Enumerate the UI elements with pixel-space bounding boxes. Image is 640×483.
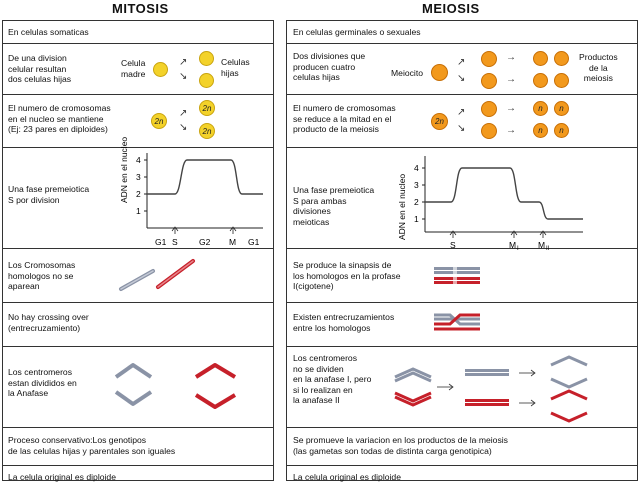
products-label: Productos de la meiosis [579, 52, 618, 84]
intermediate-cell [481, 101, 497, 117]
arrow-up-icon: ↗ [179, 57, 188, 68]
mitosis-panel [2, 20, 274, 481]
meiosis-chromosome-number-text: El numero de cromosomas se reduce a la mitad en el producto de la meiosis [293, 103, 396, 135]
ytick: 3 [136, 172, 141, 182]
arrow-up-icon: ↗ [179, 108, 188, 119]
separated-chromatids [111, 347, 271, 427]
xtick: M [509, 240, 517, 250]
ytick: 2 [136, 189, 141, 199]
mitosis-row-centromeres [3, 347, 273, 428]
mitosis-row-dna-graph [3, 136, 273, 249]
mitosis-chromosome-number-text: El numero de cromosomas en el nucleo se mantiene (Ej: 23 pares en diploides) [8, 103, 111, 135]
mitosis-centromeres-text: Los centromeros estan divididos en la Anafase [8, 367, 77, 399]
xtick: M [538, 240, 546, 250]
mitosis-dna-graph [115, 136, 265, 248]
mitosis-pairing-text: Los Cromosomas homologos no se aparean [8, 260, 76, 292]
arrow-down-icon: ↘ [179, 71, 188, 82]
meiosis-panel [286, 20, 638, 481]
meiosis-diploid-text: La celula original es diploide [293, 472, 401, 482]
meiosis-row-cell-type [287, 21, 637, 44]
intermediate-cell [481, 73, 497, 89]
arrow-right-icon: → [506, 74, 516, 85]
daughter-cell [199, 73, 214, 88]
meiosis-row-centromeres [287, 347, 637, 428]
mitosis-dna-text: Una fase premeiotica S por division [8, 184, 90, 205]
meiosis-dna-text: Una fase premeiotica S para ambas divisiones meioticas [293, 185, 375, 227]
product-cell-n: n [554, 101, 569, 116]
xtick: G1 [155, 237, 167, 247]
arrow-up-icon: ↗ [457, 107, 466, 118]
mitosis-row-pairing [3, 249, 273, 303]
arrow-down-icon: ↘ [457, 123, 466, 134]
arrow-up-icon: ↗ [457, 57, 466, 68]
dna-curve [147, 160, 263, 194]
arrow-down-icon: ↘ [179, 122, 188, 133]
daughter-cell-2n: 2n [199, 100, 215, 116]
product-cell-n: n [554, 123, 569, 138]
xtick-sub: II [546, 246, 550, 252]
meiosis-title: MEIOSIS [422, 1, 480, 16]
meiosis-synapsis-text: Se produce la sinapsis de los homologos en la profase I(cigotene) [293, 260, 401, 292]
product-cell [554, 73, 569, 88]
daughter-cell [199, 51, 214, 66]
daughter-cells-label: Celulas hijas [221, 57, 250, 78]
cell-2n: 2n [431, 113, 448, 130]
meiosis-variation-text: Se promueve la variacion en los productos de la meiosis (las gametas son todas de distinta carga genotipica) [293, 435, 508, 456]
mitosis-diploid-text: La celula original es diploide [8, 472, 116, 482]
cell-2n: 2n [151, 113, 167, 129]
mitosis-title: MITOSIS [112, 1, 169, 16]
product-cell-n: n [533, 101, 548, 116]
product-cell [533, 73, 548, 88]
crossing-over [432, 310, 492, 340]
intermediate-cell [481, 51, 497, 67]
xtick: G1 [248, 237, 260, 247]
paired-homologs [432, 265, 492, 305]
ytick: 3 [414, 180, 419, 190]
ytick: 4 [136, 155, 141, 165]
xtick-sub: I [517, 246, 519, 252]
dna-curve [425, 168, 583, 219]
product-cell [554, 51, 569, 66]
mitosis-row-divisions [3, 44, 273, 95]
arrow-right-icon: → [506, 103, 516, 114]
xtick: M [229, 237, 237, 247]
mother-cell-label: Celula madre [121, 58, 146, 79]
meiosis-row-synapsis [287, 249, 637, 303]
meiosis-row-variation [287, 428, 637, 466]
unpaired-chromosomes [118, 249, 198, 299]
meiocyte-cell [431, 64, 448, 81]
intermediate-cell [481, 123, 497, 139]
mitosis-row-cell-type [3, 21, 273, 44]
ytick: 1 [414, 214, 419, 224]
meiocyte-label: Meiocito [391, 68, 423, 78]
mitosis-row-crossing [3, 303, 273, 347]
product-cell [533, 51, 548, 66]
daughter-cell-2n: 2n [199, 123, 215, 139]
mitosis-crossing-text: No hay crossing over (entrecruzamiento) [8, 312, 89, 333]
mother-cell [153, 62, 168, 77]
graph-ylabel: ADN en el nucleo [397, 173, 407, 240]
meiosis-divisions-text: Dos divisiones que producen cuatro celulas hijas [293, 51, 366, 83]
mitosis-row-chromosome-number [3, 95, 273, 148]
mitosis-row-conservative [3, 428, 273, 466]
product-cell-n: n [533, 123, 548, 138]
meiosis-dna-graph [393, 148, 623, 252]
mitosis-divisions-text: De una division celular resultan dos celulas hijas [8, 53, 72, 85]
arrow-down-icon: ↘ [457, 73, 466, 84]
xtick: G2 [199, 237, 211, 247]
meiosis-row-divisions [287, 44, 637, 95]
meiosis-row-chromosome-number [287, 95, 637, 148]
arrow-right-icon: → [506, 125, 516, 136]
meiosis-centromeres-text: Los centromeros no se dividen en la anafase I, pero si lo realizan en la anafase II [293, 353, 372, 406]
arrow-right-icon: → [506, 52, 516, 63]
mitosis-row-diploid [3, 466, 273, 482]
mitosis-conservative-text: Proceso conservativo:Los genotipos de las celulas hijas y parentales son iguales [8, 435, 176, 456]
meiosis-row-dna-graph [287, 148, 637, 252]
meiosis-row-diploid [287, 466, 637, 482]
meiosis-crossing-text: Existen entrecruzamientos entre los homologos [293, 312, 395, 333]
ytick: 4 [414, 163, 419, 173]
xtick: S [450, 240, 456, 250]
xtick: S [172, 237, 178, 247]
ytick: 1 [136, 206, 141, 216]
meiosis-cell-type-text: En celulas germinales o sexuales [293, 27, 421, 37]
ytick: 2 [414, 197, 419, 207]
mitosis-cell-type-text: En celulas somaticas [8, 27, 89, 37]
graph-ylabel: ADN en el nucleo [119, 136, 129, 203]
anaphase-sequence [391, 347, 640, 427]
meiosis-row-crossing [287, 303, 637, 347]
